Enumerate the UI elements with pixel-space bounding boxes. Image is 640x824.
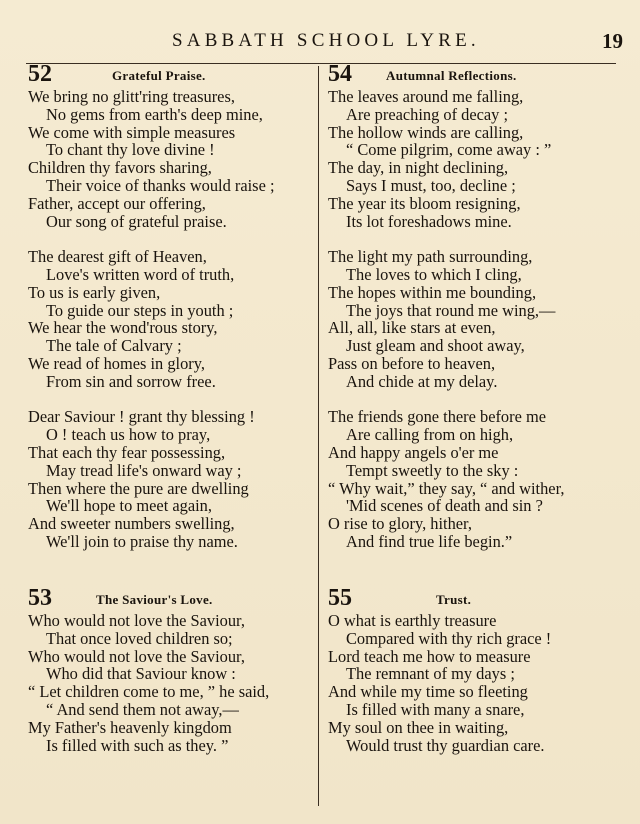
stanza bbox=[28, 612, 318, 754]
verse-line: That once loved children so; bbox=[46, 628, 233, 648]
verse-line: Says I must, too, decline ; bbox=[346, 175, 516, 195]
verse-line: We read of homes in glory, bbox=[28, 353, 205, 373]
verse-line: Are calling from on high, bbox=[346, 425, 514, 445]
verse-line: Tempt sweetly to the sky : bbox=[346, 460, 519, 480]
verse-line: 'Mid scenes of death and sin ? bbox=[346, 496, 543, 516]
verse-line: Is filled with such as they. ” bbox=[46, 735, 229, 755]
verse-line: From sin and sorrow free. bbox=[46, 371, 216, 391]
verse-line: Who would not love the Saviour, bbox=[28, 646, 245, 666]
verse-line: “ Let children come to me, ” he said, bbox=[28, 682, 270, 702]
verse-line: The loves to which I cling, bbox=[346, 264, 522, 284]
hymn-heading bbox=[328, 585, 618, 612]
verse-line: The hopes within me bounding, bbox=[328, 282, 537, 302]
verse-line: We bring no glitt'ring treasures, bbox=[28, 87, 235, 106]
hymn-heading bbox=[328, 61, 618, 88]
stanza bbox=[328, 88, 618, 230]
running-title: SABBATH SCHOOL LYRE. bbox=[172, 30, 480, 51]
verse-line: We'll join to praise thy name. bbox=[46, 531, 238, 551]
verse-line: O what is earthly treasure bbox=[328, 611, 497, 630]
verse-line: “ Why wait,” they say, “ and wither, bbox=[328, 478, 565, 498]
verse-line: And find true life begin.” bbox=[346, 531, 513, 551]
stanza bbox=[28, 408, 318, 550]
page-header bbox=[0, 30, 640, 54]
verse-line: The day, in night declining, bbox=[328, 158, 509, 178]
stanza bbox=[28, 248, 318, 390]
hymn-heading bbox=[28, 585, 318, 612]
stanza bbox=[328, 612, 618, 754]
verse-line: The leaves around me falling, bbox=[328, 87, 524, 106]
verse-line: The remnant of my days ; bbox=[346, 664, 515, 684]
verse-line: Then where the pure are dwelling bbox=[28, 478, 249, 498]
stanza bbox=[328, 408, 618, 550]
verse-line: May tread life's onward way ; bbox=[46, 460, 242, 480]
verse-line: My Father's heavenly kingdom bbox=[28, 717, 232, 737]
verse-line: We come with simple measures bbox=[28, 122, 236, 142]
hymn-55 bbox=[328, 585, 618, 755]
verse-line: That each thy fear possessing, bbox=[28, 442, 226, 462]
verse-line: Dear Saviour ! grant thy blessing ! bbox=[28, 407, 255, 427]
hymn-heading bbox=[28, 61, 318, 88]
hymn-number: 54 bbox=[328, 61, 352, 87]
verse-line: Pass on before to heaven, bbox=[328, 353, 496, 373]
hymn-title: The Saviour's Love. bbox=[96, 592, 213, 607]
verse-line: The dearest gift of Heaven, bbox=[28, 247, 207, 267]
hymn-title: Grateful Praise. bbox=[112, 68, 206, 83]
verse-line: To chant thy love divine ! bbox=[46, 140, 215, 160]
stanza bbox=[328, 248, 618, 390]
verse-line: “ Come pilgrim, come away : ” bbox=[346, 140, 552, 160]
hymn-52 bbox=[28, 61, 318, 551]
verse-line: “ And send them not away,— bbox=[46, 699, 239, 719]
verse-line: To guide our steps in youth ; bbox=[46, 300, 234, 320]
verse-line: Children thy favors sharing, bbox=[28, 158, 212, 178]
verse-line: Who did that Saviour know : bbox=[46, 664, 236, 684]
verse-line: Who would not love the Saviour, bbox=[28, 611, 245, 630]
verse-line: And happy angels o'er me bbox=[328, 442, 499, 462]
verse-line: Lord teach me how to measure bbox=[328, 646, 531, 666]
verse-line: We'll hope to meet again, bbox=[46, 496, 212, 516]
hymn-number: 52 bbox=[28, 61, 52, 87]
hymn-number: 55 bbox=[328, 585, 352, 611]
hymn-title: Autumnal Reflections. bbox=[386, 68, 517, 83]
hymn-53 bbox=[28, 585, 318, 755]
verse-line: To us is early given, bbox=[28, 282, 161, 302]
verse-line: Love's written word of truth, bbox=[46, 264, 235, 284]
verse-line: The hollow winds are calling, bbox=[328, 122, 524, 142]
verse-line: Are preaching of decay ; bbox=[346, 104, 509, 124]
verse-line: Its lot foreshadows mine. bbox=[346, 211, 512, 231]
hymn-title: Trust. bbox=[436, 592, 472, 607]
verse-line: And while my time so fleeting bbox=[328, 682, 528, 702]
verse-line: The joys that round me wing,— bbox=[346, 300, 556, 320]
verse-line: The year its bloom resigning, bbox=[328, 193, 521, 213]
verse-line: The light my path surrounding, bbox=[328, 247, 533, 267]
verse-line: All, all, like stars at even, bbox=[328, 318, 496, 338]
page-number: 19 bbox=[602, 29, 623, 53]
hymn-number: 53 bbox=[28, 585, 52, 611]
verse-line: O ! teach us how to pray, bbox=[46, 425, 211, 445]
verse-line: Father, accept our offering, bbox=[28, 193, 206, 213]
verse-line: The friends gone there before me bbox=[328, 407, 546, 427]
verse-line: And sweeter numbers swelling, bbox=[28, 514, 235, 534]
stanza bbox=[28, 88, 318, 230]
verse-line: Compared with thy rich grace ! bbox=[346, 628, 552, 648]
verse-line: Is filled with many a snare, bbox=[346, 699, 525, 719]
verse-line: And chide at my delay. bbox=[346, 371, 498, 391]
verse-line: Would trust thy guardian care. bbox=[346, 735, 545, 755]
verse-line: The tale of Calvary ; bbox=[46, 336, 182, 356]
column-divider bbox=[318, 66, 319, 806]
verse-line: Just gleam and shoot away, bbox=[346, 336, 525, 356]
verse-line: Their voice of thanks would raise ; bbox=[46, 175, 275, 195]
verse-line: We hear the wond'rous story, bbox=[28, 318, 218, 338]
hymn-54 bbox=[328, 61, 618, 551]
verse-line: No gems from earth's deep mine, bbox=[46, 104, 263, 124]
verse-line: O rise to glory, hither, bbox=[328, 514, 472, 534]
verse-line: Our song of grateful praise. bbox=[46, 211, 227, 231]
verse-line: My soul on thee in waiting, bbox=[328, 717, 509, 737]
